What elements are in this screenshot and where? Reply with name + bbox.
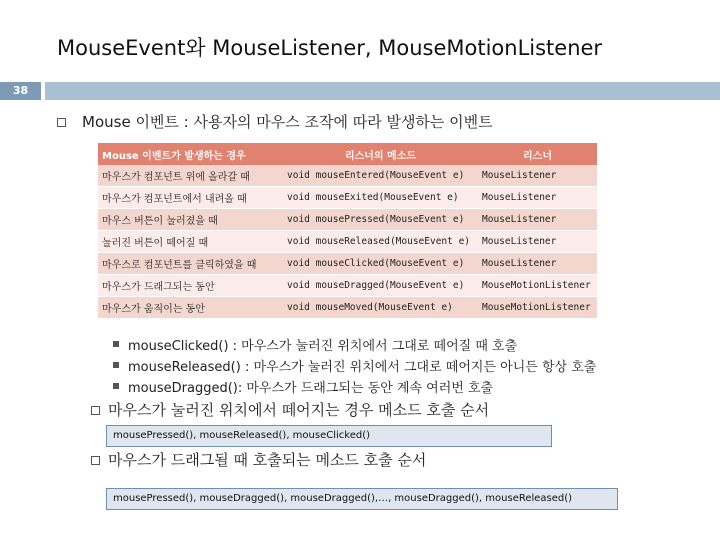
table-header-row [98, 143, 597, 165]
table-cell: MouseListener [478, 165, 597, 187]
section1-text: 마우스가 눌러진 위치에서 떼어지는 경우 메소드 호출 순서 [108, 401, 490, 419]
table-cell: 마우스가 움직이는 동안 [98, 297, 283, 319]
square-bullet-icon [91, 456, 100, 465]
section2-text: 마우스가 드래그될 때 호출되는 메소드 호출 순서 [108, 451, 427, 469]
table-cell: MouseMotionListener [478, 297, 597, 319]
slide-title: MouseEvent와 MouseListener, MouseMotionListener [57, 36, 603, 60]
section1-sequence-box: mousePressed(), mouseReleased(), mouseClicked() [106, 425, 552, 447]
heading-text: Mouse 이벤트 : 사용자의 마우스 조작에 따라 발생하는 이벤트 [82, 113, 493, 131]
table-cell: 마우스 버튼이 눌러졌을 때 [98, 209, 283, 231]
table-cell: 마우스로 컴포넌트를 클릭하였을 때 [98, 253, 283, 275]
table-cell: 마우스가 드래그되는 동안 [98, 275, 283, 297]
table-cell: void mousePressed(MouseEvent e) [283, 209, 478, 231]
filled-square-bullet-icon [113, 341, 119, 347]
table-cell: MouseMotionListener [478, 275, 597, 297]
table-header-cell: 리스너의 메소드 [283, 143, 478, 165]
filled-square-bullet-icon [113, 362, 119, 368]
table-row [98, 231, 597, 253]
filled-square-bullet-icon [113, 383, 119, 389]
table-cell: void mouseDragged(MouseEvent e) [283, 275, 478, 297]
note-item: mouseClicked() : 마우스가 눌러진 위치에서 그대로 떼어질 때 호출 [128, 339, 518, 354]
table-cell: MouseListener [478, 209, 597, 231]
table-cell: MouseListener [478, 253, 597, 275]
section2-sequence-box: mousePressed(), mouseDragged(), mouseDragged(),…, mouseDragged(), mouseReleased() [106, 488, 618, 510]
table-cell: void mouseEntered(MouseEvent e) [283, 165, 478, 187]
table-row [98, 165, 597, 187]
table-header-cell: 리스너 [478, 143, 597, 165]
table-cell: 눌러진 버튼이 떼어질 때 [98, 231, 283, 253]
table-row [98, 209, 597, 231]
table-cell: void mouseExited(MouseEvent e) [283, 187, 478, 209]
slide-number: 38 [12, 84, 29, 97]
table-cell: 마우스가 컴포넌트 위에 올라갈 때 [98, 165, 283, 187]
table-cell: 마우스가 컴포넌트에서 내려올 때 [98, 187, 283, 209]
mouse-event-table [98, 143, 597, 319]
table-cell: MouseListener [478, 231, 597, 253]
table-row [98, 187, 597, 209]
table-row [98, 297, 597, 319]
table-cell: void mouseMoved(MouseEvent e) [283, 297, 478, 319]
square-bullet-icon [57, 118, 66, 127]
table-header-cell: Mouse 이벤트가 발생하는 경우 [98, 143, 283, 165]
table-cell: void mouseReleased(MouseEvent e) [283, 231, 478, 253]
note-item: mouseDragged(): 마우스가 드래그되는 동안 계속 여러번 호출 [128, 381, 494, 396]
table-row [98, 253, 597, 275]
note-item: mouseReleased() : 마우스가 눌러진 위치에서 그대로 떼어지든 아니든 항상 호출 [128, 360, 597, 375]
header-divider-bar [45, 82, 720, 100]
table-cell: void mouseClicked(MouseEvent e) [283, 253, 478, 275]
table-cell: MouseListener [478, 187, 597, 209]
slide-number-bar [0, 82, 41, 100]
table-row [98, 275, 597, 297]
square-bullet-icon [91, 406, 100, 415]
